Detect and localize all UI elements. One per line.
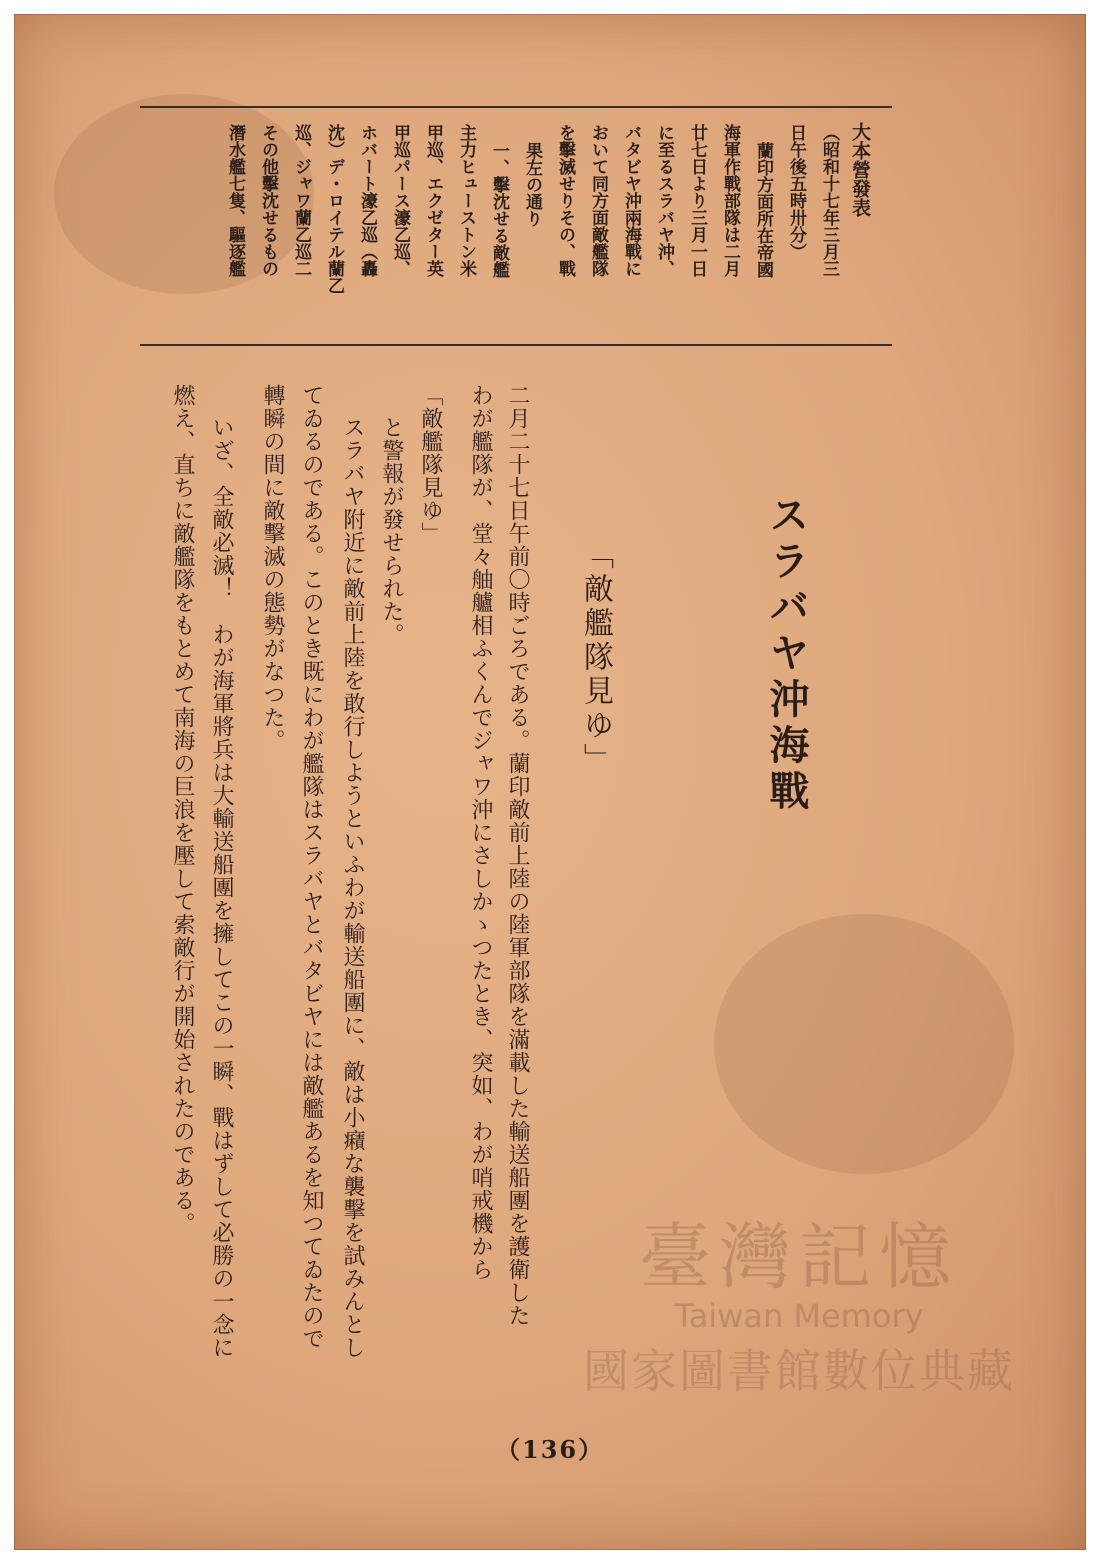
notice-line: 主力ヒューストン米 xyxy=(456,124,476,277)
notice-line: 潛水艦七隻、驅逐艦 xyxy=(225,124,245,277)
watermark-english: Taiwan Memory xyxy=(674,1297,924,1335)
article-line: てゐるのである。このとき既にわが艦隊はスラバヤとバタビヤには敵艦あるを知つてゐたので xyxy=(299,384,324,1350)
notice-line: 蘭印方面所在帝國 xyxy=(753,142,773,278)
article-line: と警報が發せられた。 xyxy=(379,416,404,646)
notice-line: 甲巡、エクゼター英 xyxy=(423,124,443,277)
notice-line: 果左の通り xyxy=(522,142,542,227)
notice-line: 日午後五時卅分） xyxy=(786,124,806,260)
notice-line: 廿七日より三月一日 xyxy=(687,124,707,277)
notice-line: その他擊沈せるもの xyxy=(258,124,278,277)
article-line: 轉瞬の間に敵擊滅の態勢がなつた。 xyxy=(260,384,285,752)
article-line: 「敵艦隊見ゆ」 xyxy=(418,384,443,545)
notice-line: 一、擊沈せる敵艦 xyxy=(489,142,509,278)
article-subtitle: 「敵艦隊見ゆ」 xyxy=(578,539,613,777)
notice-line: を擊滅せりその、戰 xyxy=(555,124,575,277)
article-line: スラバヤ附近に敵前上陸を敢行しようといふわが輸送船團に、敵は小癪な襲擊を試みんとし xyxy=(340,416,365,1359)
notice-line: バタビヤ沖兩海戰に xyxy=(621,124,641,277)
library-watermark xyxy=(554,1199,1044,1401)
notice-title: 大本營發表 xyxy=(849,122,871,217)
watermark-main: 臺灣記憶 xyxy=(638,1215,959,1299)
article-line: わが艦隊が、堂々舳艫相ふくんでジャワ沖にさしかゝつたとき、突如、わが哨戒機から xyxy=(468,384,493,1281)
article-title: スラバヤ沖海戰 xyxy=(763,494,810,816)
watermark-sub: 國家圖書館數位典藏 xyxy=(583,1344,1015,1398)
article-line: 二月二十七日午前〇時ごろである。蘭印敵前上陸の陸軍部隊を滿載した輸送船團を護衛した xyxy=(505,384,530,1327)
book-page xyxy=(14,14,1086,1550)
notice-line: ホバート濠乙巡（轟 xyxy=(357,124,377,277)
notice-bottom-rule xyxy=(140,344,892,346)
notice-line: （昭和十七年三月三 xyxy=(819,124,839,277)
notice-top-rule xyxy=(140,106,892,108)
notice-line: おいて同方面敵艦隊 xyxy=(588,124,608,277)
paper-stain xyxy=(714,914,1014,1174)
article-line: いざ、全敵必滅！ わが海軍將兵は大輸送船團を擁してこの一瞬、戰はずして必勝の一念に xyxy=(209,416,234,1359)
notice-line: 海軍作戰部隊は二月 xyxy=(720,124,740,277)
notice-line: 沈）デ・ロイテル蘭乙 xyxy=(324,124,344,294)
notice-line: に至るスラバヤ沖、 xyxy=(654,124,674,277)
article-line: 燃え、直ちに敵艦隊をもとめて南海の巨浪を壓して索敵行が開始されたのである。 xyxy=(170,384,195,1235)
notice-line: 巡、ジャワ蘭乙巡二 xyxy=(291,124,311,277)
page-number: （136） xyxy=(496,1435,605,1464)
notice-line: 甲巡パース濠乙巡、 xyxy=(390,124,410,277)
